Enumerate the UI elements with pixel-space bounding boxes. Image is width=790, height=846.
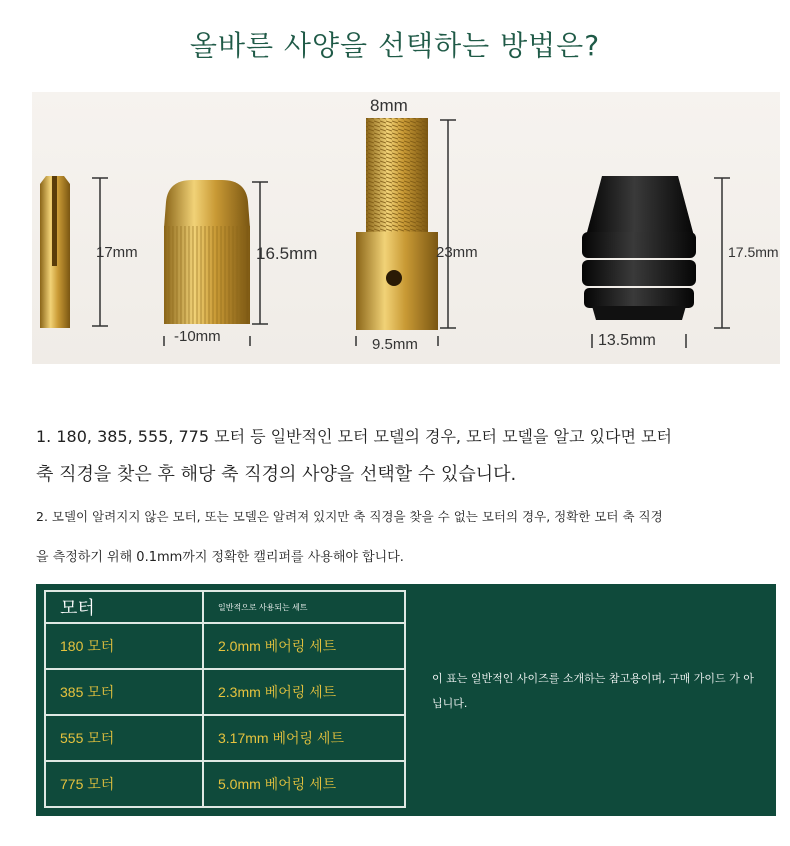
product-dimension-photo [32, 92, 780, 364]
motor-cell: 775 모터 [45, 761, 203, 807]
instruction-paragraph-2: 2. 모델이 알려지지 않은 모터, 또는 모델은 알려져 있지만 축 직경을 찾을 수 없는 모터의 경우, 정확한 모터 축 직경 [36, 509, 663, 524]
shaft-length-label: 23mm [436, 244, 478, 261]
shaft-diameter-label: 8mm [370, 96, 408, 115]
motor-cell: 385 모터 [45, 669, 203, 715]
spec-panel [36, 584, 776, 816]
motor-cell: 180 모터 [45, 623, 203, 669]
set-cell: 5.0mm 베어링 세트 [203, 761, 405, 807]
motor-cell: 555 모터 [45, 715, 203, 761]
product-illustration [32, 92, 780, 364]
set-cell: 2.0mm 베어링 세트 [203, 623, 405, 669]
knurled-nut-part [164, 180, 268, 346]
shaft-width-label: 9.5mm [372, 336, 418, 353]
black-chuck-part [582, 176, 730, 348]
chuck-length-label: 17.5mm [728, 244, 779, 260]
table-row [45, 761, 405, 807]
chuck-width-label: 13.5mm [598, 332, 656, 349]
spec-table [44, 590, 406, 808]
table-header-row [45, 591, 405, 623]
instruction-paragraph-1: 1. 180, 385, 555, 775 모터 등 일반적인 모터 모델의 경우, 모터 모델을 알고 있다면 모터 [36, 427, 672, 446]
instruction-paragraph-1-cont: 축 직경을 찾은 후 해당 축 직경의 사양을 선택할 수 있습니다. [36, 464, 517, 485]
set-cell: 3.17mm 베어링 세트 [203, 715, 405, 761]
threaded-shaft-part [356, 118, 456, 346]
table-row [45, 715, 405, 761]
table-row [45, 623, 405, 669]
set-cell: 2.3mm 베어링 세트 [203, 669, 405, 715]
table-row [45, 669, 405, 715]
nut-width-label: -10mm [174, 328, 221, 345]
page-title: 올바른 사양을 선택하는 방법은? [189, 29, 601, 62]
header-motor: 모터 [45, 591, 203, 623]
header-set: 일반적으로 사용되는 세트 [203, 591, 405, 623]
instruction-paragraph-2-cont: 을 측정하기 위해 0.1mm까지 정확한 캘리퍼를 사용해야 합니다. [36, 550, 404, 565]
collet-length-label: 17mm [96, 244, 138, 261]
reference-note: 이 표는 일반적인 사이즈를 소개하는 참고용이며, 구매 가이드 가 아닙니다. [432, 672, 754, 710]
nut-length-label: 16.5mm [256, 244, 318, 263]
